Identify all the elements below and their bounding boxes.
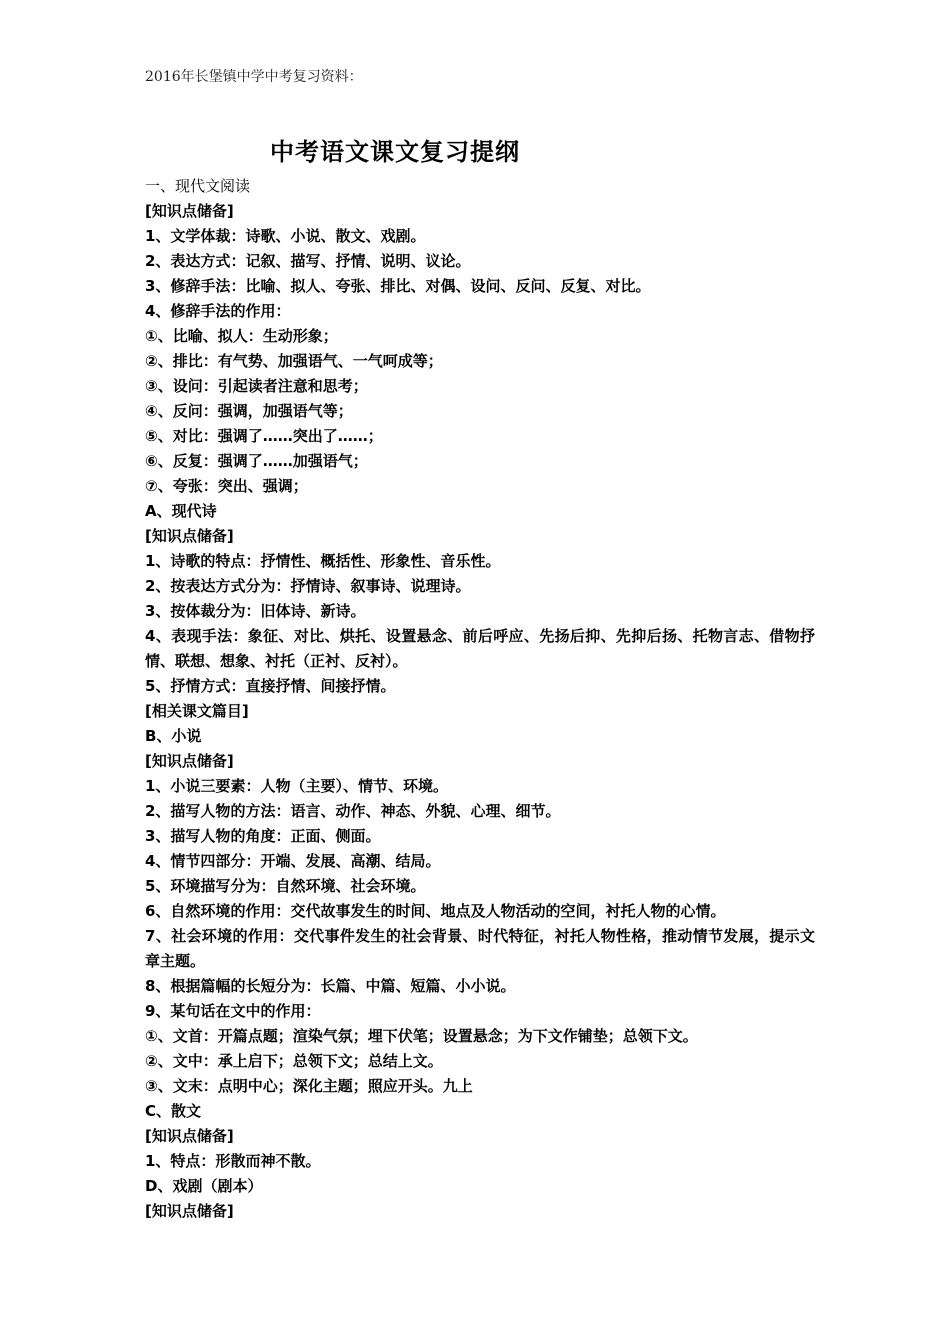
text-line: 5、抒情方式：直接抒情、间接抒情。 [145, 677, 396, 695]
text-line: 1、文学体裁：诗歌、小说、散文、戏剧。 [145, 227, 426, 245]
text-line: [知识点储备] [145, 527, 234, 545]
text-line: 9、某句话在文中的作用： [145, 1002, 321, 1020]
text-line: 1、特点：形散而神不散。 [145, 1152, 321, 1170]
text-line: ⑦、夸张：突出、强调； [145, 477, 308, 495]
text-line: [知识点储备] [145, 1202, 234, 1220]
text-line: ②、排比：有气势、加强语气、一气呵成等； [145, 352, 443, 370]
text-line: [知识点储备] [145, 202, 234, 220]
text-line: ③、文末：点明中心；深化主题；照应开头。九上 [145, 1077, 473, 1095]
text-line: A、现代诗 [145, 502, 217, 520]
text-line: 2、表达方式：记叙、描写、抒情、说明、议论。 [145, 252, 471, 270]
text-line: 8、根据篇幅的长短分为：长篇、中篇、短篇、小小说。 [145, 977, 516, 995]
text-line: [知识点储备] [145, 752, 234, 770]
text-line: ⑥、反复：强调了……加强语气； [145, 452, 368, 470]
text-line: 4、表现手法：象征、对比、烘托、设置悬念、前后呼应、先扬后抑、先抑后扬、托物言志、借物抒情、联想、想象、衬托（正衬、反衬）。 [145, 627, 815, 670]
text-line: 1、诗歌的特点：抒情性、概括性、形象性、音乐性。 [145, 552, 501, 570]
text-line: [相关课文篇目] [145, 702, 249, 720]
text-line: 3、修辞手法：比喻、拟人、夸张、排比、对偶、设问、反问、反复、对比。 [145, 277, 651, 295]
text-line: 2、按表达方式分为：抒情诗、叙事诗、说理诗。 [145, 577, 471, 595]
document-body [145, 174, 815, 1224]
text-line: 1、小说三要素：人物（主要）、情节、环境。 [145, 777, 448, 795]
text-line: 3、描写人物的角度：正面、侧面。 [145, 827, 381, 845]
text-line: [知识点储备] [145, 1127, 234, 1145]
text-line: 7、社会环境的作用：交代事件发生的社会背景、时代特征，衬托人物性格，推动情节发展，提示文章主题。 [145, 927, 815, 970]
text-line: 2、描写人物的方法：语言、动作、神态、外貌、心理、细节。 [145, 802, 561, 820]
text-line: C、散文 [145, 1102, 202, 1120]
text-line: ②、文中：承上启下；总领下文；总结上文。 [145, 1052, 443, 1070]
text-line: 一、现代文阅读 [145, 177, 251, 195]
text-line: D、戏剧（剧本） [145, 1177, 263, 1195]
text-line: ④、反问：强调，加强语气等； [145, 402, 353, 420]
text-line: ①、比喻、拟人：生动形象； [145, 327, 338, 345]
text-line: 6、自然环境的作用：交代故事发生的时间、地点及人物活动的空间，衬托人物的心情。 [145, 902, 726, 920]
text-line: 4、情节四部分：开端、发展、高潮、结局。 [145, 852, 441, 870]
text-line: 3、按体裁分为：旧体诗、新诗。 [145, 602, 366, 620]
document-title: 中考语文课文复习提纲 [270, 137, 520, 166]
page-header: 2016年长堡镇中学中考复习资料： [145, 69, 363, 85]
text-line: B、小说 [145, 727, 202, 745]
text-line: ③、设问：引起读者注意和思考； [145, 377, 368, 395]
text-line: 4、修辞手法的作用： [145, 302, 291, 320]
text-line: 5、环境描写分为：自然环境、社会环境。 [145, 877, 426, 895]
text-line: ⑤、对比：强调了……突出了……； [145, 427, 383, 445]
text-line: ①、文首：开篇点题；渲染气氛；埋下伏笔；设置悬念；为下文作铺垫；总领下文。 [145, 1027, 698, 1045]
